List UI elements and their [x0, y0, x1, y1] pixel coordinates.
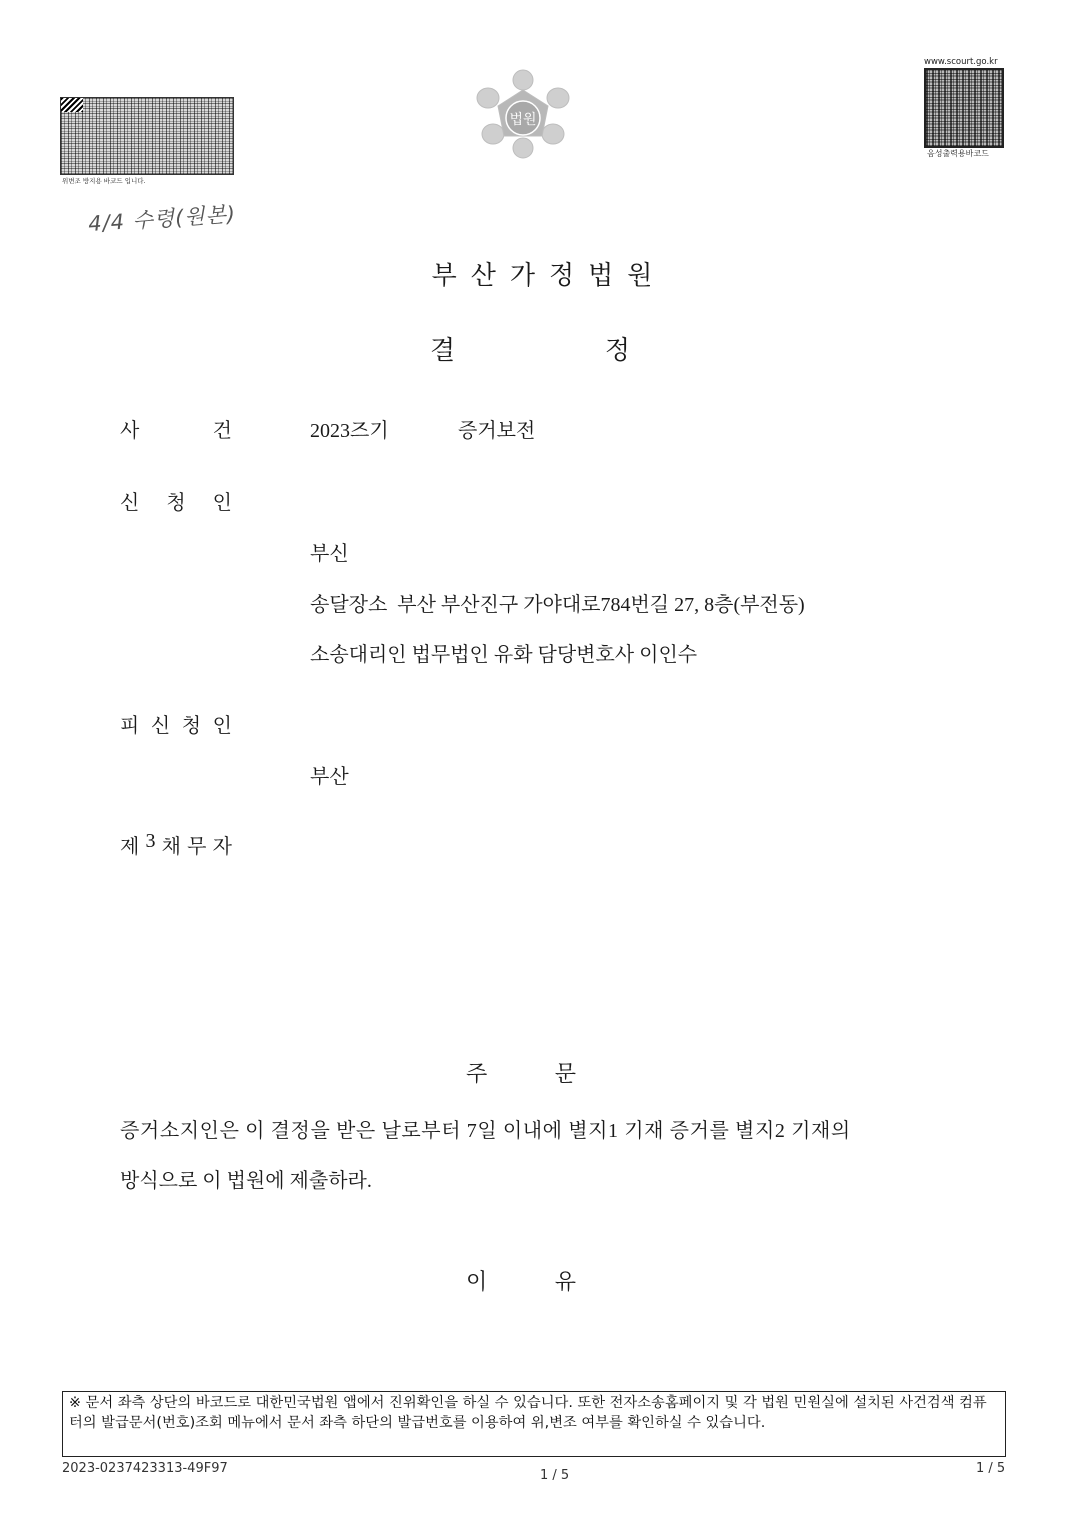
seal-text: 법원: [509, 112, 537, 128]
label-char: 사: [120, 420, 140, 442]
label-char: 신: [150, 715, 171, 737]
respondent-name: 부산: [310, 766, 349, 788]
reasons-title: [466, 1265, 576, 1296]
order-title: [466, 1057, 576, 1088]
page-number-center: 1 / 5: [540, 1468, 570, 1483]
order-text-line2: 방식으로 이 법원에 제출하라.: [120, 1170, 372, 1192]
court-seal-icon: [468, 68, 578, 168]
label-char: 3: [145, 830, 156, 852]
label-char: 신: [120, 492, 140, 514]
label-char: 청: [181, 715, 202, 737]
attorney: 소송대리인 법무법인 유화 담당변호사 이인수: [310, 644, 698, 666]
title-char: 주: [466, 1062, 488, 1087]
verification-notice: ※ 문서 좌측 상단의 바코드로 대한민국법원 앱에서 진위확인을 하실 수 있습니다. 또한 전자소송홈페이지 및 각 법원 민원실에 설치된 사건검색 컴퓨터의 발급문서(번호)조회 메뉴에서 문서 좌측 하단의 발급번호를 이용하여 위,변조 여부를 확인하실 수 있습니다.: [62, 1391, 1006, 1457]
barcode-marker-icon: [61, 98, 83, 112]
title-char: 결: [430, 336, 456, 366]
voice-output-barcode: [924, 68, 1004, 148]
label-char: 인: [212, 715, 232, 737]
applicant-name: 부신: [310, 543, 349, 565]
label-char: 피: [120, 715, 140, 737]
label-char: 자: [212, 836, 232, 858]
third-debtor-label: [120, 830, 232, 859]
case-number: 2023즈기: [310, 420, 389, 442]
label-char: 청: [166, 492, 186, 514]
page-number-right: 1 / 5: [976, 1461, 1006, 1476]
case-label: [120, 414, 232, 443]
document-title: [430, 330, 630, 367]
order-text-line1: 증거소지인은 이 결정을 받은 날로부터 7일 이내에 별지1 기재 증거를 별지2 기재의: [120, 1120, 851, 1142]
site-url: www.scourt.go.kr: [924, 57, 998, 67]
case-name: 증거보전: [458, 420, 536, 442]
title-char: 문: [554, 1062, 576, 1087]
label-char: 인: [212, 492, 232, 514]
anti-forgery-barcode: [60, 97, 234, 175]
court-name: 부산가정법원: [431, 261, 667, 291]
qr-caption: 음성출력용바코드: [927, 149, 989, 158]
applicant-label: [120, 486, 232, 515]
title-char: 유: [554, 1270, 576, 1295]
label-char: 건: [212, 420, 232, 442]
label-char: 제: [120, 836, 140, 858]
title-char: 정: [604, 336, 630, 366]
handwritten-note: 4/4 수령(원본): [87, 201, 237, 237]
label-char: 무: [187, 836, 207, 858]
label-char: 채: [161, 836, 181, 858]
issue-number: 2023-0237423313-49F97: [62, 1461, 228, 1476]
barcode-caption: 위변조 방지용 바코드 입니다.: [62, 177, 146, 185]
title-char: 이: [466, 1270, 488, 1295]
respondent-label: [120, 709, 232, 738]
service-address: 송달장소 부산 부산진구 가야대로784번길 27, 8층(부전동): [310, 594, 805, 616]
